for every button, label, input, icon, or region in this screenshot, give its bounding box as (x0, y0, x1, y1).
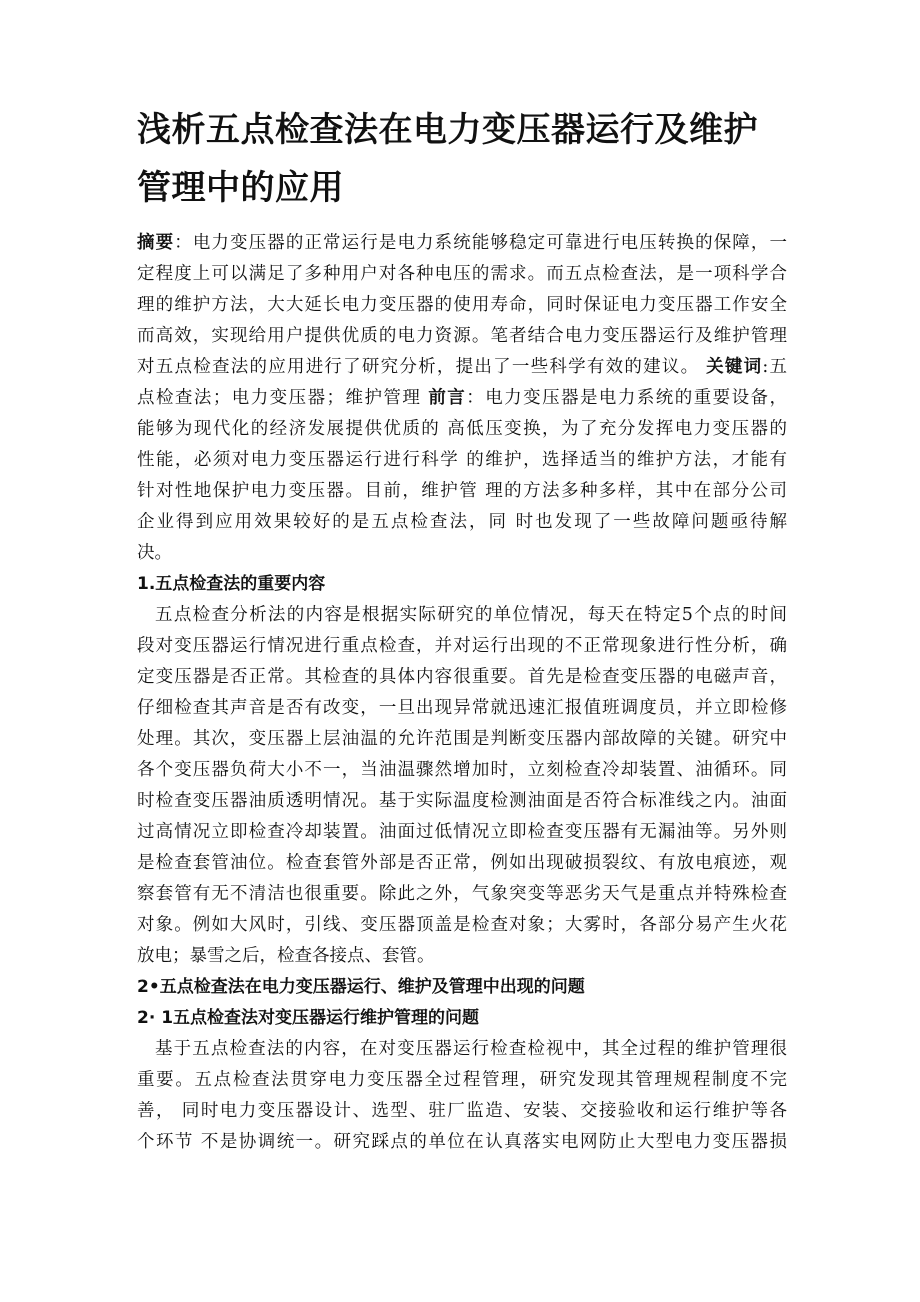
text-run: 而高效，实现给用户提供优质的电力资源。笔者结合电力变压器运行及维护管理 (137, 326, 787, 346)
text-run: 处理。其次，变压器上层油温的允许范围是判断变压器内部故障的关键。研究中 (137, 729, 787, 749)
text-run: 定变压器是否正常。其检查的具体内容很重要。首先是检查变压器的电磁声音， (137, 667, 787, 687)
text-line (137, 848, 787, 879)
text-run: 时检查变压器油质透明情况。基于实际温度检测油面是否符合标准线之内。油面 (137, 791, 787, 811)
document-title-line-1: 浅析五点检查法在电力变压器运行及维护 (137, 110, 758, 150)
document-title-line-2: 管理中的应用 (137, 168, 344, 208)
text-run: 点检查法；电力变压器；维护管理 (137, 388, 429, 408)
bold-label: 摘要 (137, 233, 175, 253)
text-line (137, 507, 787, 538)
text-run: 针对性地保护电力变压器。目前，维护管 理的方法多种多样，其中在部分公司 (137, 481, 787, 501)
text-line (137, 259, 787, 290)
text-run: 段对变压器运行情况进行重点检查，并对运行出现的不正常现象进行性分析，确 (137, 636, 787, 656)
text-line (137, 662, 787, 693)
text-line (137, 383, 787, 414)
text-line (137, 445, 787, 476)
text-line (137, 817, 787, 848)
text-line (137, 538, 787, 569)
text-run: 仔细检查其声音是否有改变，一旦出现异常就迅速汇报值班调度员，并立即检修 (137, 698, 787, 718)
text-line (137, 352, 787, 383)
text-line (137, 228, 787, 259)
text-line (137, 476, 787, 507)
text-run: 放电；暴雪之后，检查各接点、套管。 (137, 946, 435, 966)
text-run: 察套管有无不清洁也很重要。除此之外，气象突变等恶劣天气是重点并特殊检查 (137, 884, 787, 904)
text-line (137, 755, 787, 786)
text-line (137, 321, 787, 352)
text-run: 五点检查分析法的内容是根据实际研究的单位情况，每天在特定5个点的时间 (155, 605, 787, 625)
text-line (137, 631, 787, 662)
text-run: 对象。例如大风时，引线、变压器顶盖是检查对象；大雾时，各部分易产生火花 (137, 915, 787, 935)
body-paragraph (137, 600, 787, 972)
bold-label: 关键词 (706, 357, 763, 377)
text-run: 是检查套管油位。检查套管外部是否正常，例如出现破损裂纹、有放电痕迹，观 (137, 853, 787, 873)
text-run: 决。 (137, 543, 172, 563)
text-run: 过高情况立即检查冷却装置。油面过低情况立即检查变压器有无漏油等。另外则 (137, 822, 787, 842)
text-run: 理的维护方法，大大延长电力变压器的使用寿命，同时保证电力变压器工作安全 (137, 295, 787, 315)
text-line (137, 1034, 787, 1065)
text-run: 个环节 不是协调统一。研究踩点的单位在认真落实电网防止大型电力变压器损 (137, 1132, 787, 1152)
text-run: 性能，必须对电力变压器运行进行科学 的维护，选择适当的维护方法，才能有 (137, 450, 787, 470)
text-line (137, 1096, 787, 1127)
text-run: 企业得到应用效果较好的是五点检查法，同 时也发现了一些故障问题亟待解 (137, 512, 787, 532)
text-line (137, 290, 787, 321)
bold-label: 前言 (428, 388, 467, 408)
text-line (137, 693, 787, 724)
text-line (137, 1127, 787, 1158)
section-heading: 2•五点检查法在电力变压器运行、维护及管理中出现的问题 (137, 977, 585, 997)
text-run: 能够为现代化的经济发展提供优质的 高低压变换，为了充分发挥电力变压器的 (137, 419, 787, 439)
text-line (137, 724, 787, 755)
text-line (137, 879, 787, 910)
text-line (137, 600, 787, 631)
text-line (137, 941, 787, 972)
text-run: 基于五点检查法的内容，在对变压器运行检查检视中，其全过程的维护管理很 (155, 1039, 787, 1059)
text-run: 对五点检查法的应用进行了研究分析，提出了一些科学有效的建议。 (137, 357, 707, 377)
document-body (137, 228, 787, 1158)
body-paragraph (137, 1034, 787, 1158)
text-run: 善， 同时电力变压器设计、选型、驻厂监造、安装、交接验收和运行维护等各 (137, 1101, 787, 1121)
text-run: 重要。五点检查法贯穿电力变压器全过程管理，研究发现其管理规程制度不完 (137, 1070, 787, 1090)
text-run: 定程度上可以满足了多种用户对各种电压的需求。而五点检查法，是一项科学合 (137, 264, 787, 284)
text-run: 各个变压器负荷大小不一，当油温骤然增加时，立刻检查冷却装置、油循环。同 (137, 760, 787, 780)
text-run: ：电力变压器的正常运行是电力系统能够稳定可靠进行电压转换的保障，一 (174, 233, 788, 253)
text-run: :五 (762, 357, 787, 377)
text-line (137, 786, 787, 817)
text-line (137, 1065, 787, 1096)
abstract-paragraph (137, 228, 787, 569)
section-heading: 1.五点检查法的重要内容 (137, 574, 326, 594)
text-line (137, 414, 787, 445)
text-line (137, 910, 787, 941)
text-run: ：电力变压器是电力系统的重要设备， (466, 388, 788, 408)
section-heading: 2· 1五点检查法对变压器运行维护管理的问题 (137, 1008, 480, 1028)
